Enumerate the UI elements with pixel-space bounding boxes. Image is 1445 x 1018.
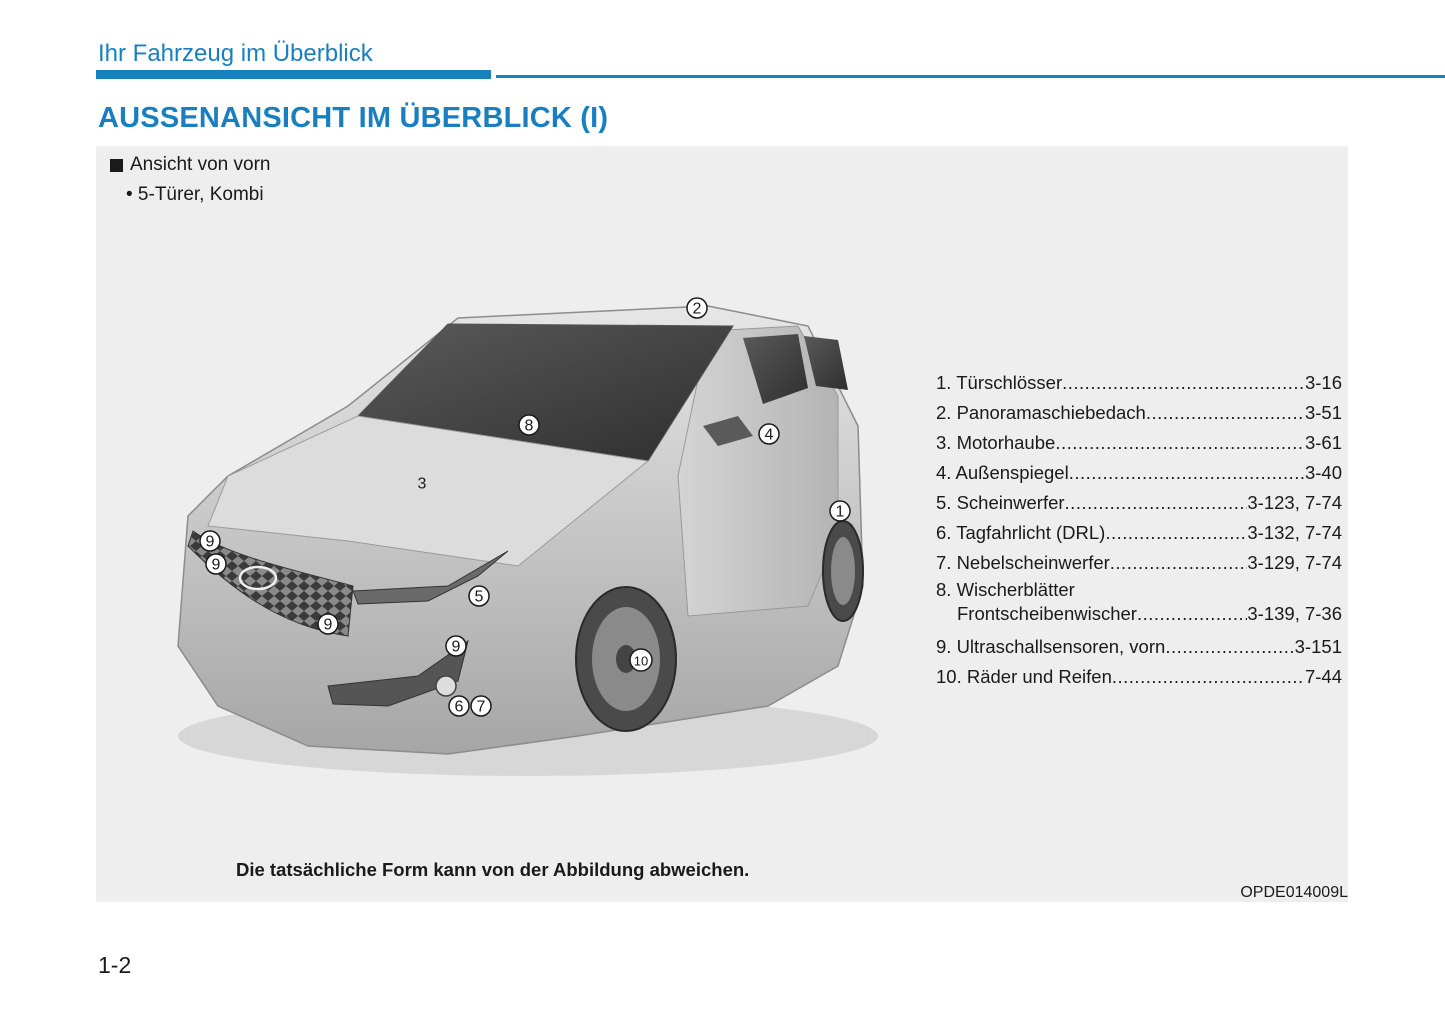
square-bullet-icon bbox=[110, 159, 123, 172]
legend-item bbox=[936, 632, 1342, 662]
leader-dots bbox=[1062, 368, 1305, 398]
callout-label-10: 10 bbox=[633, 653, 649, 669]
legend-item bbox=[936, 488, 1342, 518]
legend-item bbox=[936, 368, 1342, 398]
car-illustration bbox=[148, 286, 888, 786]
legend-label: 8. Wischerblätter bbox=[936, 579, 1075, 600]
legend-page: 3-51 bbox=[1304, 402, 1342, 423]
legend-list bbox=[936, 368, 1342, 692]
legend-subline bbox=[936, 602, 1342, 626]
leader-dots bbox=[1055, 428, 1305, 458]
leader-dots bbox=[1105, 518, 1247, 548]
legend-label: 3. Motorhaube bbox=[936, 432, 1056, 453]
callout-label-6: 6 bbox=[454, 698, 464, 716]
page-number: 1-2 bbox=[98, 952, 132, 978]
leader-dots bbox=[1165, 632, 1294, 662]
page-title: AUSSENANSICHT IM ÜBERBLICK (I) bbox=[98, 102, 609, 134]
section-header: Ihr Fahrzeug im Überblick bbox=[98, 40, 373, 67]
legend-label: 9. Ultraschallsensoren, vorn bbox=[936, 636, 1166, 657]
leader-dots bbox=[1146, 398, 1305, 428]
leader-dots bbox=[1137, 602, 1247, 626]
legend-page: 3-40 bbox=[1304, 462, 1342, 483]
legend-page: 3-123, 7-74 bbox=[1247, 492, 1342, 513]
legend-item bbox=[936, 458, 1342, 488]
legend-item bbox=[936, 662, 1342, 692]
callout-label-9: 9 bbox=[211, 556, 221, 574]
callout-label-4: 4 bbox=[764, 426, 774, 444]
image-code: OPDE014009L bbox=[1240, 884, 1348, 901]
legend-item bbox=[936, 518, 1342, 548]
view-label-text: Ansicht von vorn bbox=[130, 154, 271, 175]
legend-label-2: Frontscheibenwischer bbox=[957, 603, 1137, 624]
callout-label-3: 3 bbox=[417, 475, 427, 493]
legend-item bbox=[936, 398, 1342, 428]
leader-dots bbox=[1065, 488, 1248, 518]
leader-dots bbox=[1069, 458, 1305, 488]
legend-label: 4. Außenspiegel bbox=[936, 462, 1069, 483]
legend-item bbox=[936, 578, 1342, 626]
variant-label: • 5-Türer, Kombi bbox=[126, 184, 264, 205]
legend-item bbox=[936, 428, 1342, 458]
callout-label-1: 1 bbox=[835, 503, 845, 521]
header-rule-thick bbox=[96, 70, 491, 79]
legend-page: 3-151 bbox=[1294, 636, 1342, 657]
disclaimer-note: Die tatsächliche Form kann von der Abbildung abweichen. bbox=[236, 859, 750, 880]
callout-label-5: 5 bbox=[474, 588, 484, 606]
leader-dots bbox=[1112, 662, 1305, 692]
callout-label-2: 2 bbox=[692, 300, 702, 318]
callout-label-9: 9 bbox=[323, 616, 333, 634]
legend-label: 10. Räder und Reifen bbox=[936, 666, 1112, 687]
legend-label: 1. Türschlösser bbox=[936, 372, 1063, 393]
callout-label-8: 8 bbox=[524, 417, 534, 435]
legend-label: 7. Nebelscheinwerfer bbox=[936, 552, 1110, 573]
callout-label-9: 9 bbox=[205, 533, 215, 551]
callout-label-9: 9 bbox=[451, 638, 461, 656]
view-label bbox=[110, 154, 270, 176]
legend-page: 3-132, 7-74 bbox=[1247, 522, 1342, 543]
legend-item bbox=[936, 548, 1342, 578]
legend-page: 7-44 bbox=[1304, 666, 1342, 687]
legend-label: 6. Tagfahrlicht (DRL) bbox=[936, 522, 1106, 543]
legend-page: 3-16 bbox=[1304, 372, 1342, 393]
header-rule-thin bbox=[496, 75, 1445, 78]
legend-page: 3-129, 7-74 bbox=[1247, 552, 1342, 573]
leader-dots bbox=[1110, 548, 1248, 578]
legend-page: 3-139, 7-36 bbox=[1247, 603, 1342, 624]
legend-label: 2. Panoramaschiebedach bbox=[936, 402, 1146, 423]
callout-label-7: 7 bbox=[476, 698, 486, 716]
legend-page: 3-61 bbox=[1304, 432, 1342, 453]
figure-panel bbox=[96, 146, 1348, 902]
legend-label: 5. Scheinwerfer bbox=[936, 492, 1065, 513]
